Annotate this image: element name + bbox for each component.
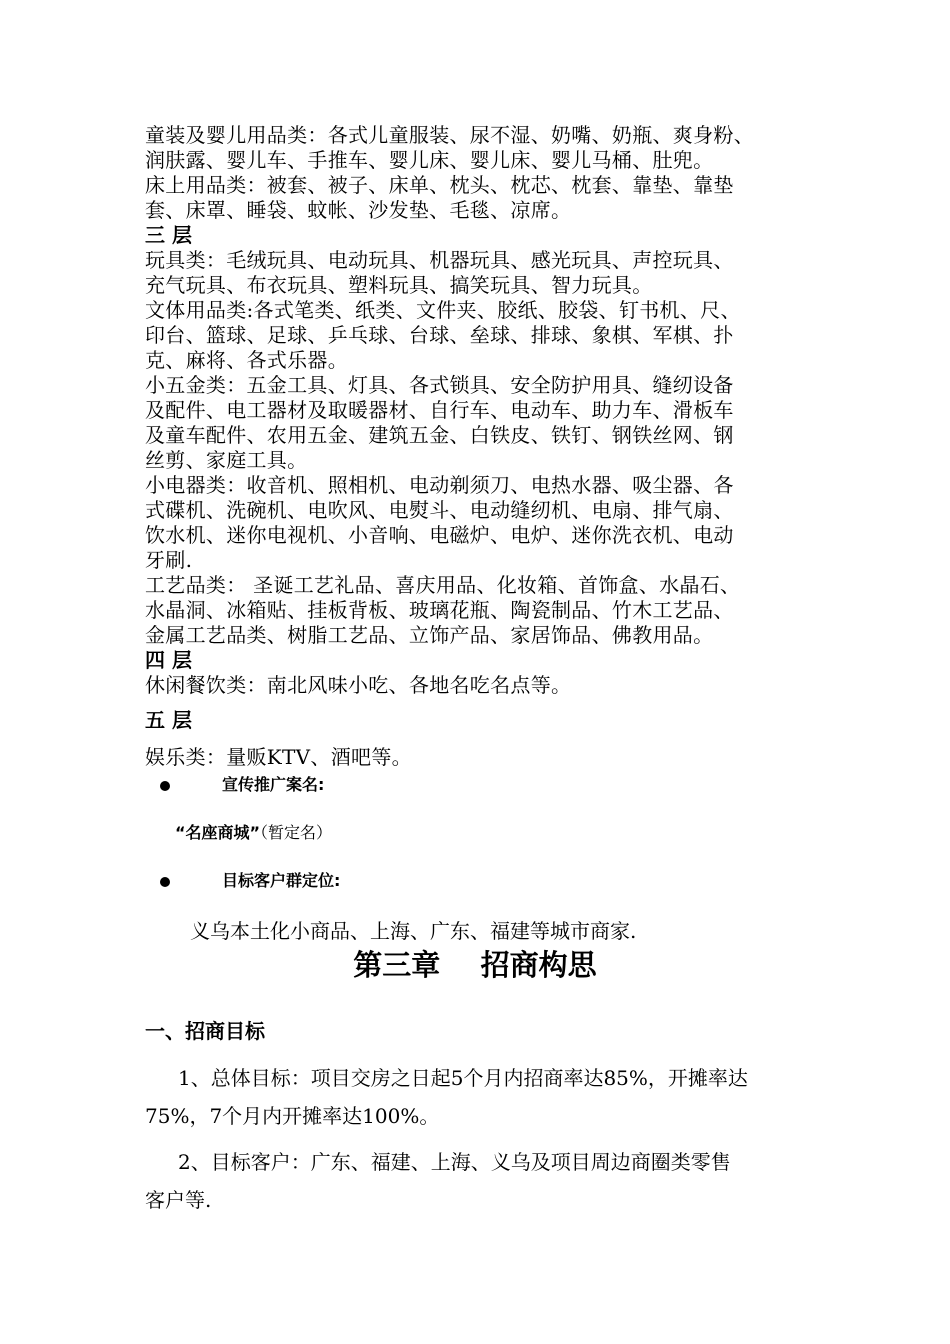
target-customer-paragraph [145,1143,810,1219]
paragraph-line: 客户等. [145,1188,212,1212]
text-line: 印台、篮球、足球、乒乓球、台球、垒球、排球、象棋、军棋、扑 [145,323,734,347]
children-and-bedding-list [145,123,810,698]
target-customer-text: 义乌本土化小商品、上海、广东、福建等城市商家. [190,919,637,943]
text-line: 套、床罩、睡袋、蚊帐、沙发垫、毛毯、凉席。 [145,198,572,222]
text-line: 及童车配件、农用五金、建筑五金、白铁皮、铁钉、钢铁丝网、钢 [145,423,734,447]
overall-goal-paragraph [145,1059,810,1135]
text-line: 克、麻将、各式乐器。 [145,348,348,372]
paragraph-line: 1、总体目标：项目交房之日起5个月内招商率达85%，开摊率达 [178,1066,748,1090]
text-line: 丝剪、家庭工具。 [145,448,308,472]
floor-5-text: 娱乐类：量贩KTV、酒吧等。 [145,745,412,769]
campaign-name-line [175,820,332,843]
text-line: 工艺品类： 圣诞工艺礼品、喜庆用品、化妆箱、首饰盒、水晶石、 [145,573,741,597]
floor-4-text: 休闲餐饮类：南北风味小吃、各地名吃名点等。 [145,673,572,697]
bullet-icon [160,877,170,887]
text-line: 牙刷. [145,548,193,572]
bullet-icon [160,781,170,791]
text-line: 充气玩具、布衣玩具、塑料玩具、搞笑玩具、智力玩具。 [145,273,653,297]
section-title: 一、招商目标 [145,1019,265,1043]
bullet-target-customer [160,868,340,891]
text-line: 小电器类：收音机、照相机、电动剃须刀、电热水器、吸尘器、各 [145,473,734,497]
bullet-label: 宣传推广案名: [222,775,325,794]
paragraph-line: 2、目标客户：广东、福建、上海、义乌及项目周边商圈类零售 [178,1150,731,1174]
bullet-label: 目标客户群定位: [222,871,341,890]
text-line: 床上用品类：被套、被子、床单、枕头、枕芯、枕套、靠垫、靠垫 [145,173,734,197]
text-line: 饮水机、迷你电视机、小音响、电磁炉、电炉、迷你洗衣机、电动 [145,523,734,547]
text-line: 文体用品类:各式笔类、纸类、文件夹、胶纸、胶袋、钉书机、尺、 [145,298,741,322]
text-line: 金属工艺品类、树脂工艺品、立饰产品、家居饰品、佛教用品。 [145,623,714,647]
bullet-campaign-name [160,772,324,795]
text-line: 及配件、电工器材及取暖器材、自行车、电动车、助力车、滑板车 [145,398,734,422]
paragraph-line: 75%，7个月内开摊率达100%。 [145,1104,440,1128]
floor-4-heading: 四 层 [145,648,192,672]
text-line: 润肤露、婴儿车、手推车、婴儿床、婴儿床、婴儿马桶、肚兜。 [145,148,714,172]
campaign-name: “名座商城” [175,823,261,842]
floor-3-heading: 三 层 [145,223,192,247]
campaign-note: （暂定名） [260,823,333,842]
text-line: 童装及婴儿用品类：各式儿童服装、尿不湿、奶嘴、奶瓶、爽身粉、 [145,123,754,147]
floor-5-heading: 五 层 [145,708,192,732]
chapter-title: 第三章 招商构思 [353,948,597,982]
text-line: 式碟机、洗碗机、电吹风、电熨斗、电动缝纫机、电扇、排气扇、 [145,498,734,522]
text-line: 玩具类：毛绒玩具、电动玩具、机器玩具、感光玩具、声控玩具、 [145,248,734,272]
text-line: 小五金类：五金工具、灯具、各式锁具、安全防护用具、缝纫设备 [145,373,734,397]
text-line: 水晶洞、冰箱贴、挂板背板、玻璃花瓶、陶瓷制品、竹木工艺品、 [145,598,734,622]
